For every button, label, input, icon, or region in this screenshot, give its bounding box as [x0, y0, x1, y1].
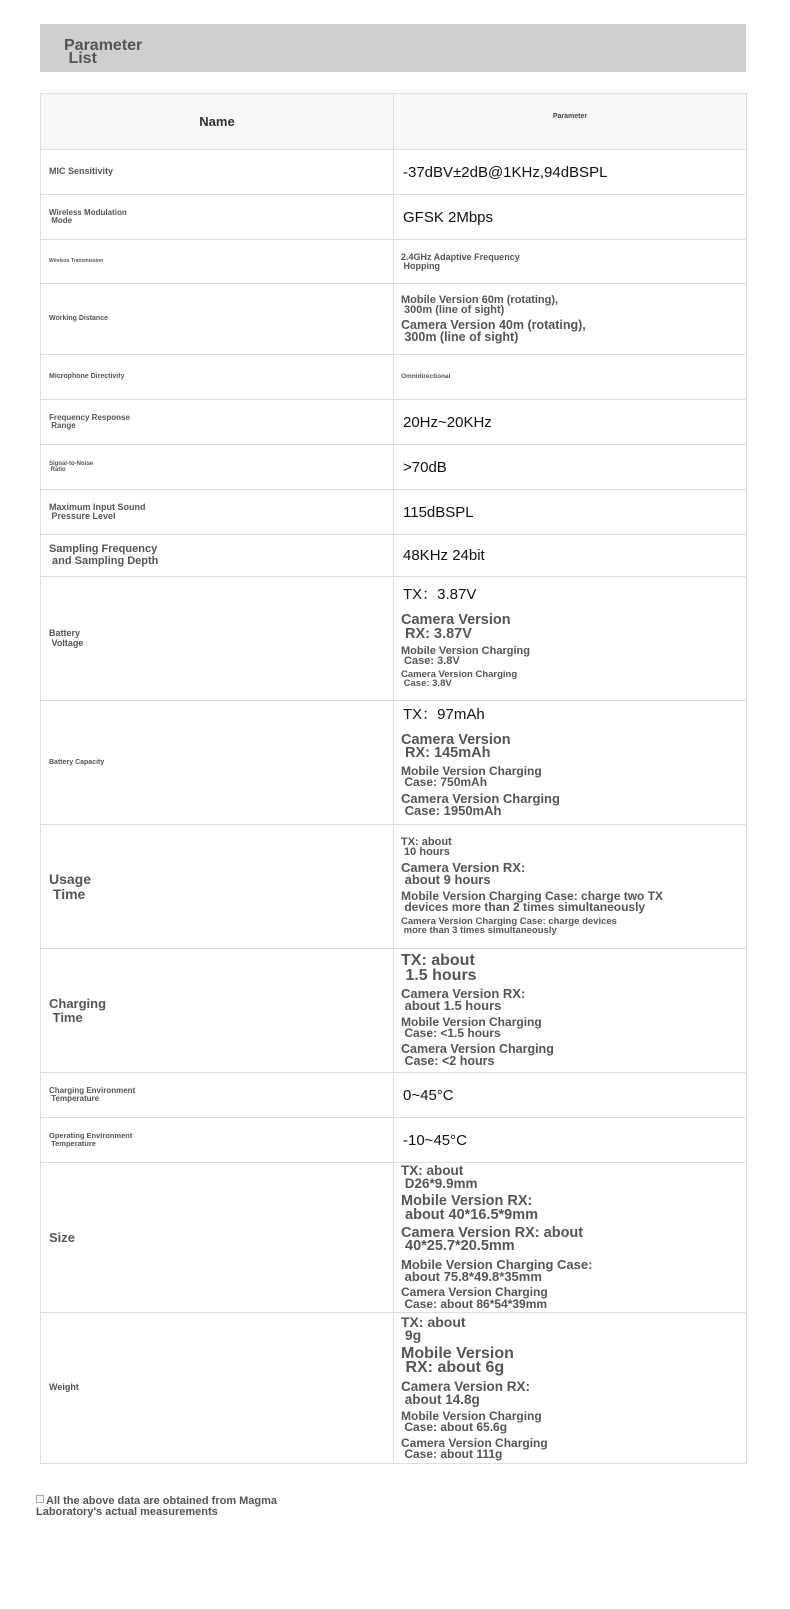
- parameter-name: Battery Voltage: [41, 577, 394, 701]
- parameter-value: [394, 445, 747, 490]
- table-row: [41, 490, 747, 535]
- table-row: [41, 1073, 747, 1118]
- table-row: [41, 1163, 747, 1313]
- parameter-name: MIC Sensitivity: [41, 150, 394, 195]
- table-body: [41, 150, 747, 1464]
- value-line: Camera Version RX: about 40*25.7*20.5mm: [401, 1224, 584, 1255]
- table-row: [41, 577, 747, 701]
- table-row: [41, 150, 747, 195]
- parameter-value: [394, 1313, 747, 1464]
- parameter-name: Charging Environment Temperature: [41, 1073, 394, 1118]
- parameter-name: Sampling Frequency and Sampling Depth: [41, 535, 394, 577]
- value-line: 115dBSPL: [403, 503, 474, 521]
- page-title: Parameter List: [64, 37, 143, 67]
- value-line: Mobile Version Charging Case: 750mAh: [401, 763, 542, 789]
- parameter-name: Battery Capacity: [41, 701, 394, 825]
- table-row: [41, 445, 747, 490]
- table-row: [41, 400, 747, 445]
- parameter-value: [394, 490, 747, 535]
- value-line: Mobile Version Charging Case: 3.8V: [401, 644, 530, 667]
- value-line: -37dBV±2dB@1KHz,94dBSPL: [403, 163, 608, 181]
- parameter-name: Wireless Modulation Mode: [41, 195, 394, 240]
- parameter-value: [394, 1073, 747, 1118]
- parameter-value: [394, 150, 747, 195]
- table-row: [41, 825, 747, 949]
- parameter-name: Maximum Input Sound Pressure Level: [41, 490, 394, 535]
- parameter-name: Signal-to-Noise Ratio: [41, 445, 394, 490]
- parameter-name: Size: [41, 1163, 394, 1313]
- value-line: Mobile Version RX: about 40*16.5*9mm: [401, 1193, 539, 1223]
- value-line: Camera Version RX: about 14.8g: [401, 1379, 531, 1407]
- parameter-value: [394, 240, 747, 284]
- value-line: TX: about 9g: [401, 1313, 466, 1343]
- title-banner: [40, 24, 746, 72]
- parameter-name: Microphone Directivity: [41, 355, 394, 400]
- value-line: Camera Version Charging Case: 3.8V: [401, 669, 518, 689]
- value-line: GFSK 2Mbps: [403, 208, 494, 226]
- value-line: Camera Version Charging Case: <2 hours: [401, 1042, 554, 1068]
- parameter-value: [394, 825, 747, 949]
- value-line: 0~45°C: [403, 1086, 454, 1104]
- parameter-value: [394, 284, 747, 355]
- header-name: Name: [41, 94, 394, 150]
- parameter-table: [40, 93, 747, 1464]
- value-line: Camera Version 40m (rotating), 300m (line of sight): [401, 318, 586, 344]
- value-line: 20Hz~20KHz: [403, 413, 492, 431]
- footnote-text: All the above data are obtained from Magma Laboratory's actual measurements: [36, 1495, 278, 1518]
- parameter-value: [394, 1118, 747, 1163]
- value-line: Camera Version Charging Case: charge devices more than 3 times simultaneously: [401, 916, 617, 937]
- value-line: Camera Version RX: about 9 hours: [401, 860, 526, 888]
- table-row: [41, 535, 747, 577]
- value-line: Camera Version Charging Case: about 86*54*39mm: [401, 1285, 548, 1311]
- value-line: Mobile Version Charging Case: about 65.6g: [401, 1408, 542, 1434]
- parameter-value: [394, 577, 747, 701]
- table-row: [41, 355, 747, 400]
- parameter-name: Wireless Transmission: [41, 240, 394, 284]
- header-parameter: Parameter: [394, 94, 747, 150]
- parameter-value: [394, 949, 747, 1073]
- value-line: Mobile Version 60m (rotating), 300m (line of sight): [401, 293, 559, 316]
- value-line: >70dB: [403, 458, 447, 476]
- parameter-value: [394, 535, 747, 577]
- table-header-row: [41, 94, 747, 150]
- table-row: [41, 1118, 747, 1163]
- parameter-value: [394, 355, 747, 400]
- table-row: [41, 1313, 747, 1464]
- parameter-name: Working Distance: [41, 284, 394, 355]
- parameter-name: Charging Time: [41, 949, 394, 1073]
- note-bullet-icon: [36, 1495, 44, 1503]
- table-row: [41, 701, 747, 825]
- parameter-name: Frequency Response Range: [41, 400, 394, 445]
- parameter-name: Weight: [41, 1313, 394, 1464]
- value-line: Mobile Version Charging Case: <1.5 hours: [401, 1015, 542, 1041]
- value-line: Mobile Version Charging Case: charge two TX devices more than 2 times simultaneously: [401, 889, 664, 915]
- value-line: Camera Version Charging Case: about 111g: [401, 1436, 548, 1462]
- parameter-value: [394, 400, 747, 445]
- value-line: Camera Version RX: about 1.5 hours: [401, 986, 526, 1014]
- value-line: TX：3.87V: [403, 586, 477, 604]
- footnote: [36, 1495, 277, 1518]
- value-line: Mobile Version Charging Case: about 75.8*49.8*35mm: [401, 1256, 593, 1284]
- value-line: -10~45°C: [403, 1131, 467, 1149]
- value-line: TX：97mAh: [403, 706, 485, 724]
- value-line: Camera Version RX: 145mAh: [401, 732, 511, 762]
- value-line: 2.4GHz Adaptive Frequency Hopping: [401, 252, 520, 271]
- table-row: [41, 195, 747, 240]
- value-line: Mobile Version RX: about 6g: [401, 1344, 514, 1377]
- parameter-name: Operating Environment Temperature: [41, 1118, 394, 1163]
- value-line: TX: about 10 hours: [401, 836, 452, 859]
- table-row: [41, 284, 747, 355]
- value-line: Camera Version Charging Case: 1950mAh: [401, 790, 560, 818]
- table-row: [41, 240, 747, 284]
- value-line: Omnidirectional: [401, 373, 451, 381]
- parameter-value: [394, 195, 747, 240]
- parameter-name: Usage Time: [41, 825, 394, 949]
- table-row: [41, 949, 747, 1073]
- value-line: TX: about 1.5 hours: [401, 951, 477, 984]
- value-line: 48KHz 24bit: [403, 547, 485, 564]
- parameter-value: [394, 701, 747, 825]
- parameter-value: [394, 1163, 747, 1313]
- value-line: TX: about D26*9.9mm: [401, 1163, 478, 1191]
- value-line: Camera Version RX: 3.87V: [401, 612, 511, 642]
